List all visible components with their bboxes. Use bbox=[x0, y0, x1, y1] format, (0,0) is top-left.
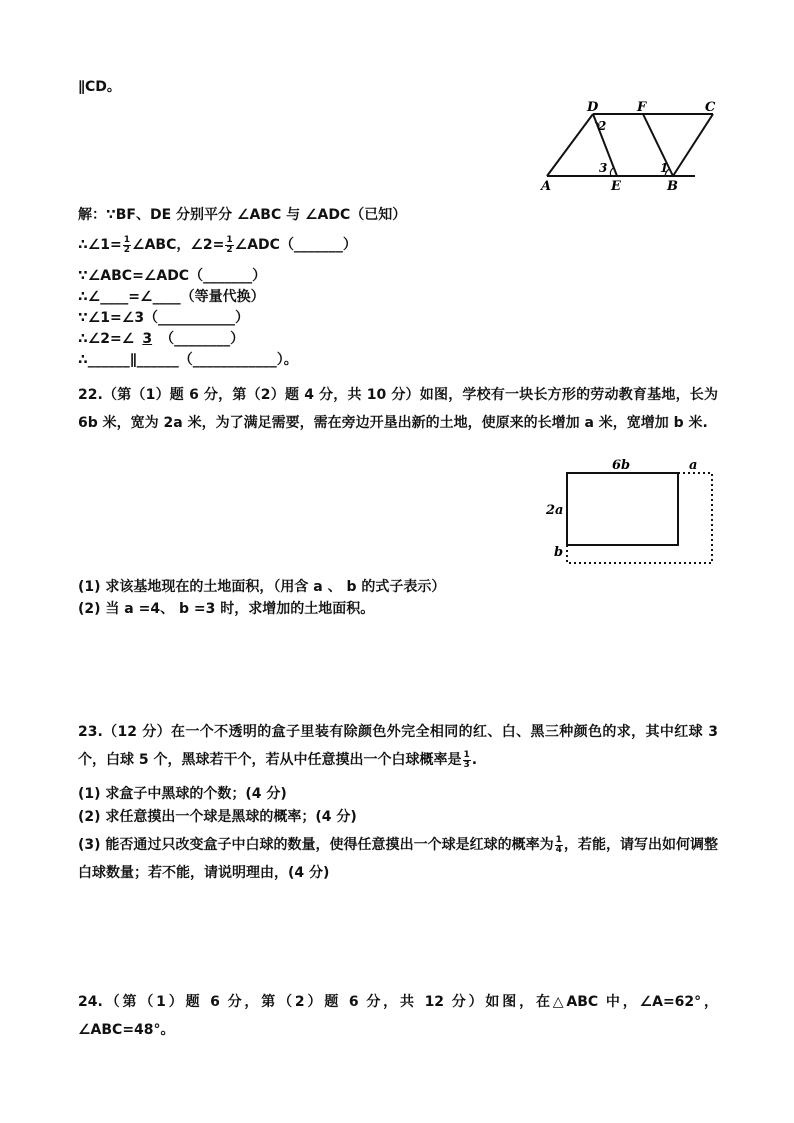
label-C: C bbox=[705, 100, 716, 115]
q24-intro: 24.（第（1）题 6 分，第（2）题 6 分，共 12 分）如图，在△ABC 中，∠A=62°，∠ABC=48°。 bbox=[78, 994, 718, 1038]
q23-part3-a: (3) 能否通过只改变盒子中白球的数量，使得任意摸出一个球是红球的概率为 bbox=[78, 837, 554, 853]
angle-label-2: 2 bbox=[598, 119, 607, 133]
fraction-one-half-1: $\frac{1}{2}$ bbox=[123, 234, 131, 255]
label-A: A bbox=[541, 179, 552, 194]
q21-step3: ∴∠____=∠____（等量代换） bbox=[78, 289, 265, 305]
q23-part3 bbox=[78, 831, 718, 887]
label-6b: 6b bbox=[612, 458, 631, 473]
q23-intro-end: . bbox=[471, 752, 478, 768]
angle-label-1: 1 bbox=[660, 161, 669, 175]
q23-intro bbox=[78, 718, 718, 774]
q21-solution: 解：∵BF、DE 分别平分 ∠ABC 与 ∠ADC（已知） bbox=[78, 207, 407, 223]
fraction-one-quarter: $\frac{1}{4}$ bbox=[555, 834, 562, 855]
label-B: B bbox=[667, 179, 678, 194]
label-E: E bbox=[611, 179, 621, 194]
rectangle-figure bbox=[540, 455, 720, 570]
label-F: F bbox=[637, 100, 647, 115]
q21-step4: ∵∠1=∠3（___________） bbox=[78, 310, 250, 326]
label-a: a bbox=[689, 458, 698, 473]
q21-step1-c: ∠ADC（_______） bbox=[234, 237, 357, 253]
q22-part2: (2) 当 a =4、 b =3 时，求增加的土地面积。 bbox=[78, 601, 375, 617]
q21-step2: ∵∠ABC=∠ADC（_______） bbox=[78, 268, 267, 284]
q23-part1: (1) 求盒子中黑球的个数；(4 分) bbox=[78, 786, 287, 802]
q22-part1: (1) 求该基地现在的土地面积，（用含 a 、 b 的式子表示） bbox=[78, 579, 446, 595]
label-b: b bbox=[554, 545, 564, 560]
label-D: D bbox=[587, 100, 599, 115]
q21-step5-c: （________） bbox=[160, 331, 245, 347]
fraction-one-third: $\frac{1}{3}$ bbox=[463, 749, 470, 770]
q21-step5-a: ∴∠2=∠ bbox=[78, 331, 135, 347]
q21-step5-b: 3 bbox=[142, 331, 153, 347]
q21-step5 bbox=[78, 328, 244, 348]
q23-part2: (2) 求任意摸出一个球是黑球的概率；(4 分) bbox=[78, 809, 357, 825]
q21-step1-a: ∴∠1= bbox=[78, 237, 122, 253]
q21-step1 bbox=[78, 234, 357, 255]
angle-label-3: 3 bbox=[599, 161, 608, 175]
q22-intro: 22.（第（1）题 6 分，第（2）题 4 分，共 10 分）如图，学校有一块长方形的劳动教育基地，长为 6b 米，宽为 2a 米，为了满足需要，需在旁边开垦出新的土地，使原来的长增加 a 米，宽增加 b 米. bbox=[78, 387, 718, 431]
q21-top-line: ∥CD。 bbox=[78, 79, 121, 95]
label-2a: 2a bbox=[546, 503, 564, 518]
q23-part3-b: ，若能，请写出如何调整白球数量；若不能，请说明理由，(4 分) bbox=[78, 837, 718, 881]
parallelogram-figure bbox=[535, 98, 725, 194]
q23-intro-text: 23.（12 分）在一个不透明的盒子里装有除颜色外完全相同的红、白、黑三种颜色的求，其中红球 3 个，白球 5 个，黑球若干个，若从中任意摸出一个白球概率是 bbox=[78, 724, 718, 768]
q21-step6: ∴______∥______（____________）。 bbox=[78, 352, 298, 368]
q21-step1-b: ∠ABC，∠2= bbox=[132, 237, 225, 253]
fraction-one-half-2: $\frac{1}{2}$ bbox=[226, 234, 233, 255]
